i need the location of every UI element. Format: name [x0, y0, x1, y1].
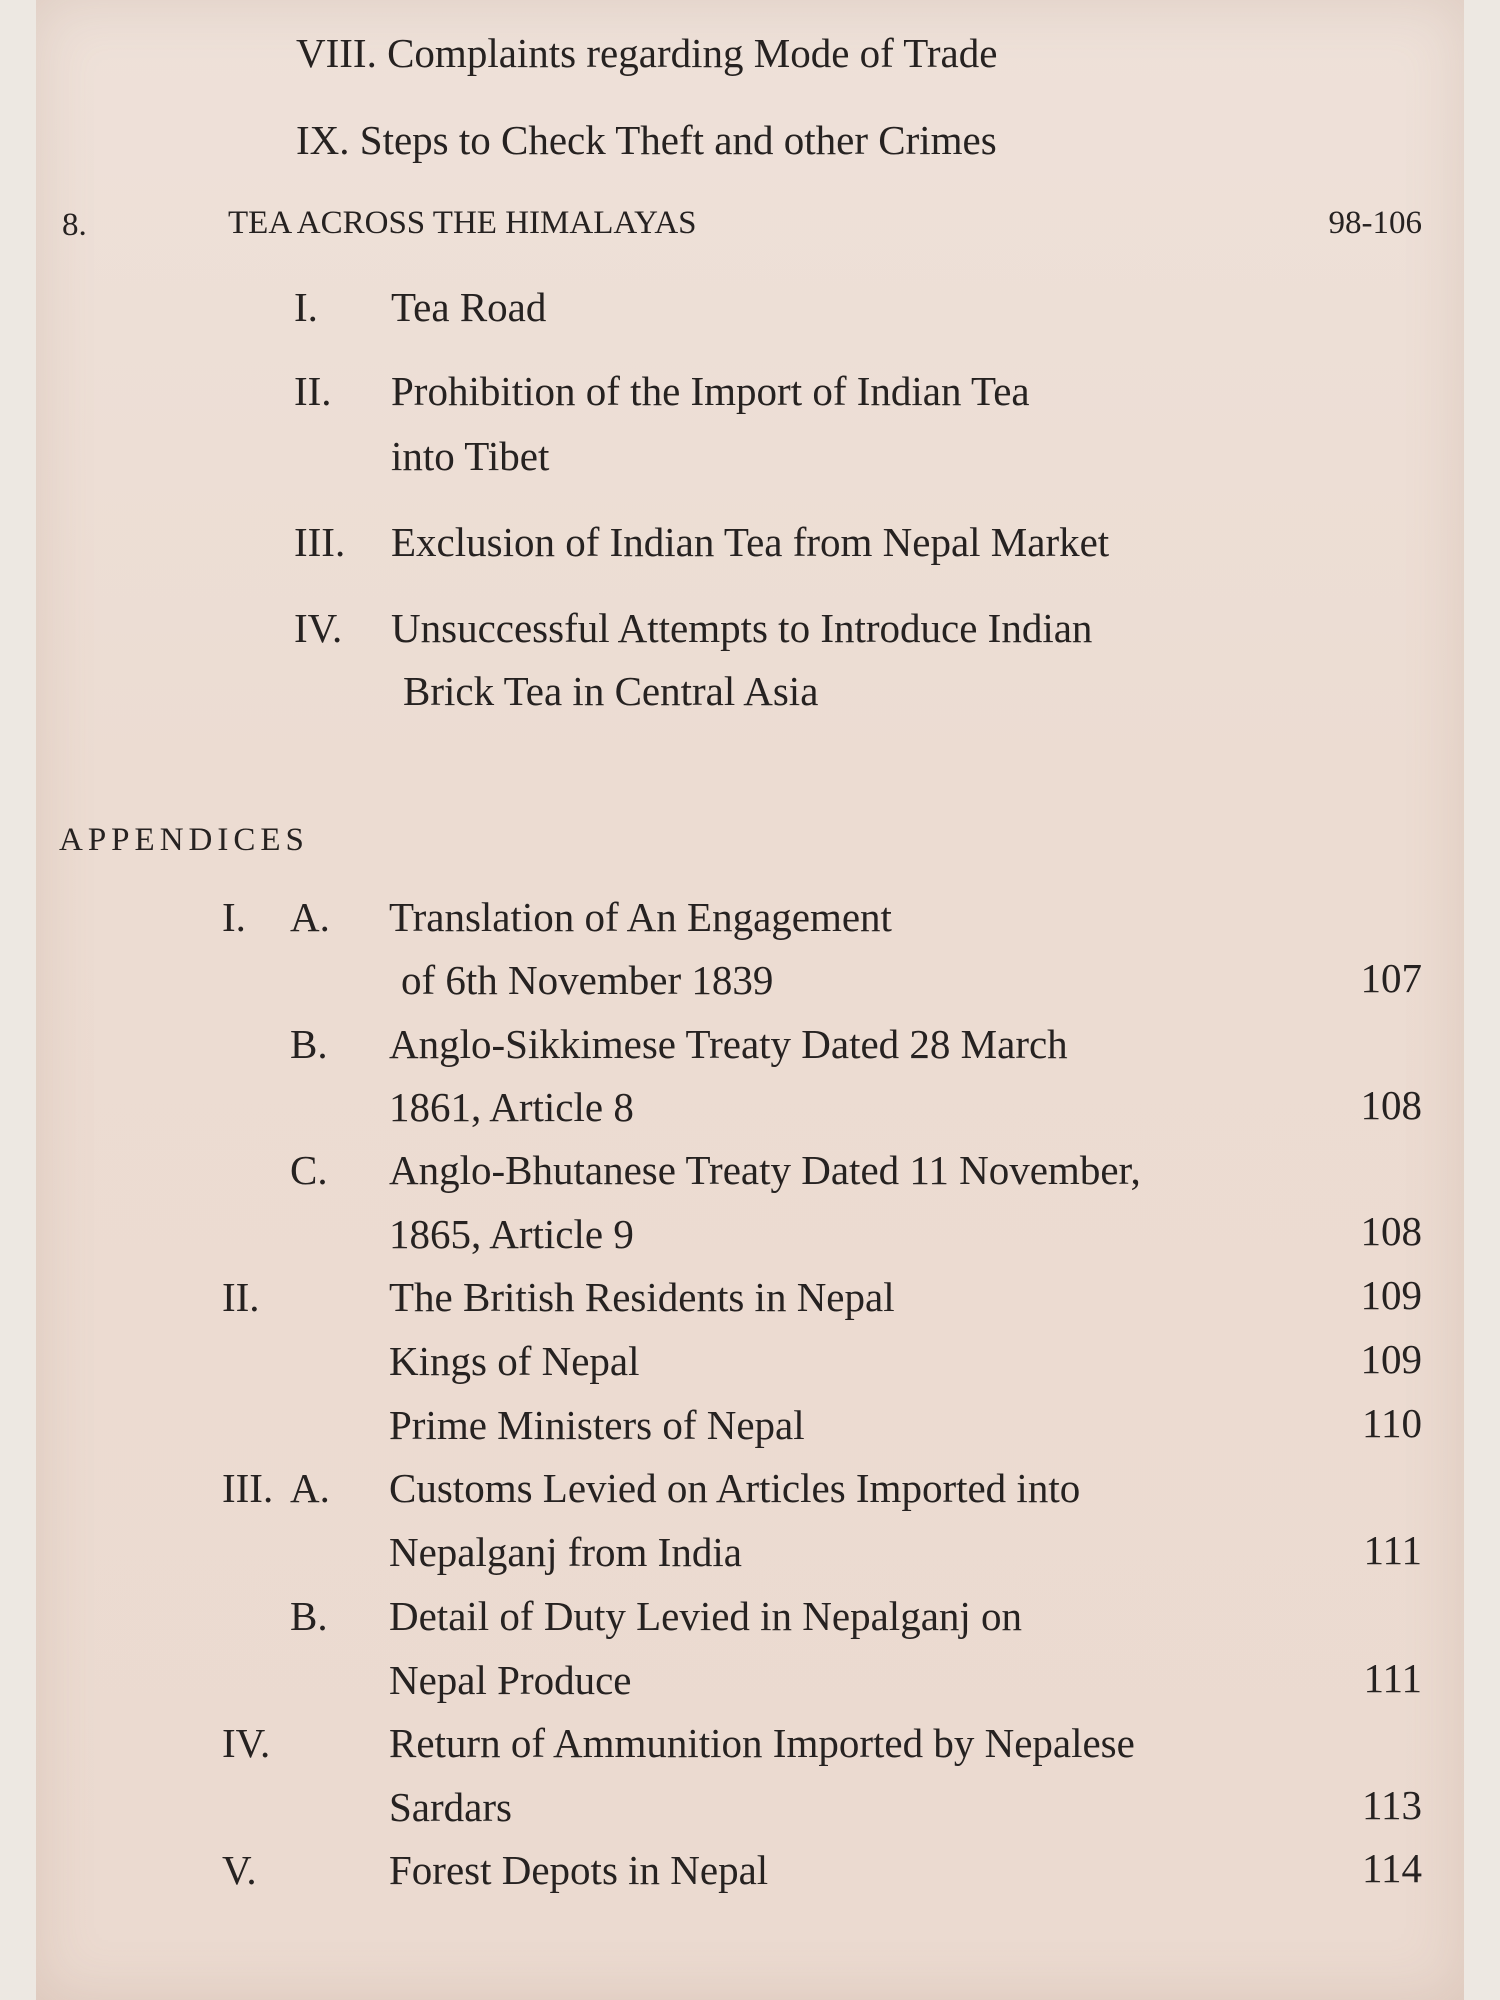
entry-title: Complaints regarding Mode of Trade	[387, 30, 998, 76]
appendix-title: The British Residents in Nepal	[389, 1274, 895, 1320]
appendix-number: II.	[222, 1274, 260, 1320]
chapter-number: 8.	[62, 207, 87, 243]
section-number: I.	[294, 284, 318, 330]
appendix-title: Translation of An Engagement	[389, 894, 892, 940]
section-title: Tea Road	[391, 284, 547, 330]
entry-title: Steps to Check Theft and other Crimes	[359, 117, 997, 163]
appendix-number: V.	[222, 1847, 257, 1893]
section-number: III.	[294, 519, 346, 565]
appendices-heading: APPENDICES	[59, 822, 309, 858]
section-title-continued: Brick Tea in Central Asia	[403, 668, 819, 714]
appendix-page: 108	[1360, 1082, 1422, 1128]
section-title: Exclusion of Indian Tea from Nepal Market	[391, 519, 1110, 565]
appendix-title: Detail of Duty Levied in Nepalganj on	[389, 1593, 1023, 1639]
appendix-page: 111	[1363, 1655, 1422, 1701]
appendix-title-continued: Nepal Produce	[389, 1657, 632, 1703]
section-number: II.	[294, 368, 332, 414]
section-title: Prohibition of the Import of Indian Tea	[391, 368, 1030, 414]
appendix-title-continued: 1861, Article 8	[389, 1084, 634, 1130]
appendix-sub-letter: C.	[290, 1147, 328, 1193]
appendix-number: III.	[222, 1465, 274, 1511]
appendix-sub-letter: B.	[290, 1021, 328, 1067]
appendix-title: Customs Levied on Articles Imported into	[389, 1465, 1081, 1511]
appendix-title-continued: Nepalganj from India	[389, 1529, 742, 1575]
appendix-number: IV.	[222, 1720, 271, 1766]
appendix-number: I.	[222, 894, 246, 940]
appendix-sub-letter: A.	[290, 1465, 330, 1511]
entry-number: IX.	[296, 117, 350, 163]
appendix-page: 109	[1360, 1336, 1422, 1382]
appendix-page: 108	[1360, 1208, 1422, 1254]
appendix-title: Return of Ammunition Imported by Nepalese	[389, 1720, 1135, 1766]
appendix-title: Anglo-Sikkimese Treaty Dated 28 March	[389, 1021, 1068, 1067]
chapter-title: TEA ACROSS THE HIMALAYAS	[228, 205, 697, 241]
entry-number: VIII.	[296, 30, 377, 76]
chapter-pages: 98-106	[1328, 205, 1422, 241]
appendix-page: 114	[1362, 1845, 1422, 1891]
appendix-title: Prime Ministers of Nepal	[389, 1402, 805, 1448]
section-title-continued: into Tibet	[391, 433, 550, 479]
appendix-title-continued: Sardars	[389, 1784, 512, 1830]
appendix-page: 111	[1363, 1527, 1422, 1573]
appendix-page: 109	[1360, 1272, 1422, 1318]
section-title: Unsuccessful Attempts to Introduce Indian	[391, 605, 1093, 651]
appendix-sub-letter: A.	[290, 894, 330, 940]
appendix-title: Forest Depots in Nepal	[389, 1847, 769, 1893]
appendix-page: 107	[1360, 955, 1422, 1001]
toc-entry-ix	[296, 117, 997, 163]
book-page	[36, 0, 1464, 2000]
appendix-title-continued: of 6th November 1839	[401, 957, 774, 1003]
appendix-title-continued: 1865, Article 9	[389, 1211, 634, 1257]
appendix-page: 113	[1362, 1782, 1422, 1828]
appendix-page: 110	[1362, 1400, 1422, 1446]
appendix-sub-letter: B.	[290, 1593, 328, 1639]
appendix-title: Kings of Nepal	[389, 1338, 640, 1384]
section-number: IV.	[294, 605, 343, 651]
toc-entry-viii	[296, 30, 998, 76]
appendix-title: Anglo-Bhutanese Treaty Dated 11 November,	[389, 1147, 1141, 1193]
